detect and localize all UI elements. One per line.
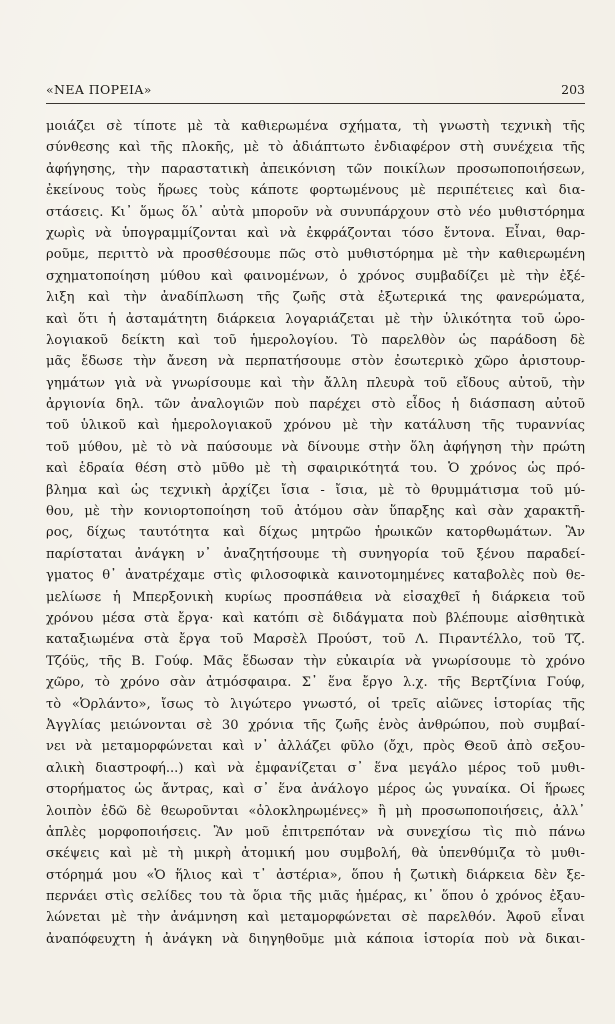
text-line: καταξιωμένα στὰ ἔργα τοῦ Μαρσὲλ Προύστ, τοῦ Λ. Πιραντέλλο, τοῦ Τζ. — [46, 632, 585, 648]
text-line: νει νὰ μεταμορφώνεται καὶ ν᾽ ἀλλάζει φῦλο (ὄχι, πρὸς Θεοῦ ἀπὸ σεξου- — [46, 739, 585, 755]
text-line: ἀργιονία δηλ. τῶν ἀναλογιῶν ποὺ παρέχει στὸ εἶδος ἡ διάσπαση αὐτοῦ — [46, 397, 585, 413]
running-header — [46, 82, 585, 100]
text-line: τὸ «Ὀρλάντο», ἴσως τὸ λιγώτερο γνωστό, οἱ τρεῖς αἰῶνες ἱστορίας τῆς — [46, 696, 585, 712]
text-line: ἀφήγησης, τὴν παραστατικὴ ἀπεικόνιση τῶν ποικίλων προσωποποιήσεων, — [46, 161, 585, 177]
text-line: λογιακοῦ δείκτη καὶ τοῦ ἡμερολογίου. Τὸ παρελθὸν ὡς παράδοση δὲ — [46, 332, 585, 348]
text-line: χωρὶς νὰ ὑπογραμμίζονται καὶ νὰ ἐκφράζονται τόσο ἔντονα. Εἶναι, θαρ- — [46, 225, 585, 241]
text-line: ἀναπόφευχτη ἡ ἀνάγκη νὰ διηγηθοῦμε μιὰ κάποια ἱστορία ποὺ νὰ δικαι- — [46, 931, 585, 947]
text-line: χῶρο, τὸ χρόνο σὰν ἀτμόσφαιρα. Σ᾽ ἕνα ἔργο λ.χ. τῆς Βερτζίνια Γούφ, — [46, 675, 585, 691]
text-line: μοιάζει σὲ τίποτε μὲ τὰ καθιερωμένα σχήματα, τὴ γνωστὴ τεχνικὴ τῆς — [46, 119, 585, 134]
text-line: τοῦ μύθου, μὲ τὸ νὰ παύσουμε νὰ δίνουμε στὴν ὅλη ἀφήγηση τὴν πρώτη — [46, 439, 585, 455]
text-line: λιξη καὶ τὴν ἀναδίπλωση τῆς ζωῆς στὰ ἐξωτερικά της φανερώματα, — [46, 290, 585, 306]
text-line: ροῦμε, περιττὸ νὰ προσθέσουμε πῶς στὸ μυθιστόρημα μὲ τὴν καθιερωμένη — [46, 247, 585, 263]
body-text — [46, 116, 585, 950]
text-line: ρος, δίχως ταυτότητα καὶ δίχως μητρῶο ἡρωικῶν κατορθωμάτων. Ἂν — [46, 525, 585, 541]
journal-title: «ΝΕΑ ΠΟΡΕΙΑ» — [46, 82, 152, 97]
text-line: περνάει στὶς σελίδες του τὰ ὅρια τῆς μιᾶς ἡμέρας, κι᾽ ὅπου ὁ χρόνος ἐξαυ- — [46, 889, 585, 905]
text-line: σκέψεις καὶ μὲ τὴ μικρὴ ἀτομική μου συμβολή, θὰ ὑπενθύμιζα τὸ μυθι- — [46, 846, 585, 862]
text-line: τοῦ ὑλικοῦ καὶ ἡμερολογιακοῦ χρόνου μὲ τὴν κατάλυση τῆς τυραννίας — [46, 418, 585, 434]
text-line: αλικὴ διαστροφή...) καὶ νὰ ἐμφανίζεται σ᾽ ἕνα μεγάλο μέρος τοῦ μυθι- — [46, 760, 585, 776]
text-line: μᾶς ἔδωσε τὴν ἄνεση νὰ περπατήσουμε στὸν ἐσωτερικὸ χῶρο ἀριστουρ- — [46, 354, 585, 370]
text-line: θου, μὲ τὴν κονιορτοποίηση τοῦ ἀτόμου σὰν ὕπαρξης καὶ σὰν χαρακτῆ- — [46, 504, 585, 520]
text-line: στόρημά μου «Ὁ ἥλιος καὶ τ᾽ ἀστέρια», ὅπου ἡ ζωτικὴ διάρκεια δὲν ξε- — [46, 867, 585, 883]
text-line: σχηματοποίηση μύθου καὶ φαινομένων, ὁ χρόνος συμβαδίζει μὲ τὴν ἐξέ- — [46, 268, 585, 284]
text-line: Τζόϋς, τῆς Β. Γούφ. Μᾶς ἔδωσαν τὴν εὐκαιρία νὰ γνωρίσουμε τὸ χρόνο — [46, 653, 585, 669]
text-line: λώνεται μὲ τὴν ἀνάμνηση καὶ μεταμορφώνεται σὲ παρελθόν. Ἀφοῦ εἶναι — [46, 910, 585, 926]
text-line: λοιπὸν ἐδῶ δὲ θεωροῦνται «ὁλοκληρωμένες» ἢ μὴ προσωποποιήσεις, ἀλλ᾽ — [46, 803, 585, 819]
text-line: καὶ ἑδραία θέση στὸ μῦθο μὲ τὴ σφαιρικότητά του. Ὁ χρόνος ὡς πρό- — [46, 461, 585, 477]
text-line: ἁπλὲς μορφοποιήσεις. Ἂν μοῦ ἐπιτρεπόταν νὰ συνεχίσω τὶς πιὸ πάνω — [46, 824, 585, 840]
text-line: γημάτων γιὰ νὰ γνωρίσουμε καὶ τὴν ἄλλη πλευρὰ τοῦ εἴδους αὐτοῦ, τὴν — [46, 375, 585, 391]
text-line: βλημα καὶ ὡς τεχνικὴ ἀρχίζει ἴσια - ἴσια, μὲ τὸ θρυμμάτισμα τοῦ μύ- — [46, 482, 585, 498]
text-line: στορήματος ὡς ἄντρας, καὶ σ᾽ ἕνα ἀνάλογο μέρος ὡς γυναίκα. Οἱ ἥρωες — [46, 782, 585, 798]
text-line: Ἀγγλίας μειώνονται σὲ 30 χρόνια τῆς ζωῆς ἑνὸς ἀνθρώπου, ποὺ συμβαί- — [46, 717, 585, 733]
text-line: ἐκείνους τοὺς ἥρωες τοὺς κάποτε φορτωμένους μὲ περιπέτειες καὶ δια- — [46, 183, 585, 199]
text-line: σύνθεσης καὶ τῆς πλοκῆς, μὲ τὸ ἀδιάπτωτο ἐνδιαφέρον στὴ συνέχεια τῆς — [46, 140, 585, 156]
text-line: μελίωσε ἡ Μπερξονικὴ κυρίως προσπάθεια νὰ εἰσαχθεῖ ἡ διάρκεια τοῦ — [46, 589, 585, 605]
page-number: 203 — [561, 82, 585, 97]
text-line: παρίσταται ἀνάγκη ν᾽ ἀναζητήσουμε τὴ συνηγορία τοῦ ξένου παραδεί- — [46, 546, 585, 562]
text-line: γματος θ᾽ ἀνατρέχαμε στὶς φιλοσοφικὰ καινοτομημένες καταβολὲς ποὺ θε- — [46, 568, 585, 584]
text-line: χρόνου μέσα στὰ ἔργα· καὶ κατόπι σὲ διδάγματα ποὺ βλέπουμε αἰσθητικὰ — [46, 610, 585, 626]
text-line: καὶ ὅτι ἡ ἀσταμάτητη διάρκεια λογαριάζεται μὲ τὴν ὑλικότητα τοῦ ὡρο- — [46, 311, 585, 327]
header-rule — [46, 103, 585, 104]
text-line: στάσεις. Κι᾽ ὅμως ὅλ᾽ αὐτὰ μποροῦν νὰ συνυπάρχουν στὸ νέο μυθιστόρημα — [46, 204, 585, 220]
